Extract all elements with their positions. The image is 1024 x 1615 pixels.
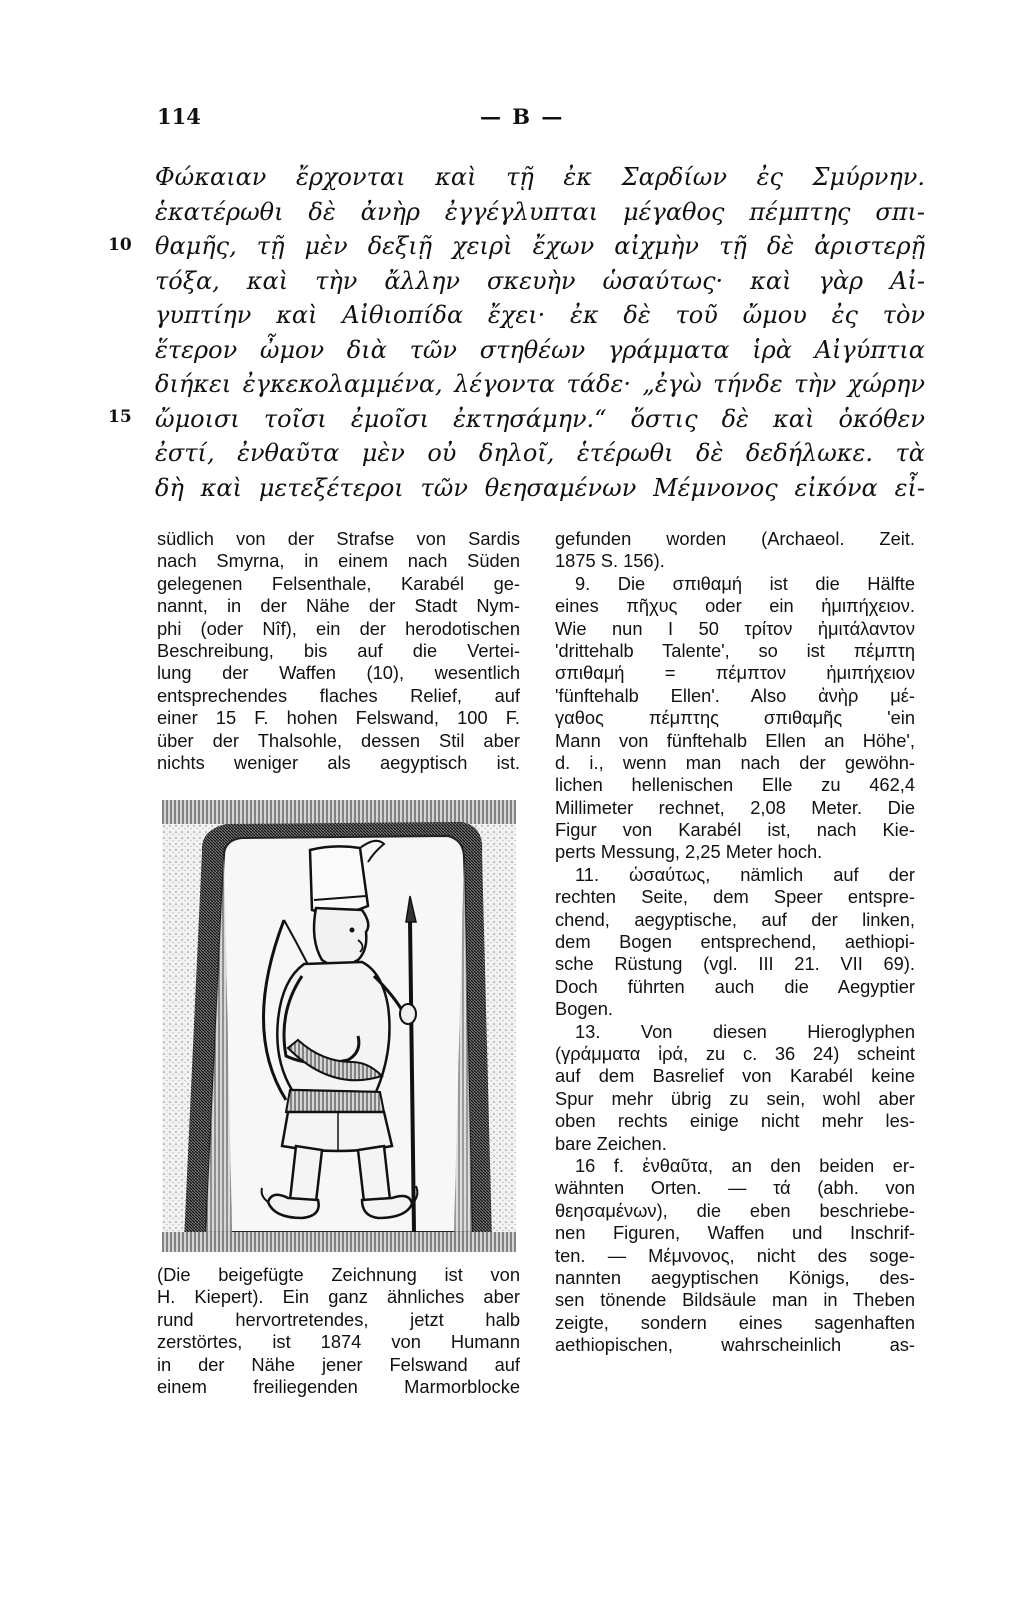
commentary-line: dem Bogen entsprechend, aethiopi- — [555, 931, 915, 953]
greek-line: θαμῆς, τῇ μὲν δεξιῇ χειρὶ ἔχων αἰχμὴν τῇ δὲ ἀριστερῇ — [155, 232, 925, 260]
commentary-line: (γράμματα ἱρά, zu c. 36 24) scheint — [555, 1042, 915, 1064]
commentary-line: 'fünftehalb Ellen'. Also ἀνὴρ μέ- — [555, 684, 915, 706]
commentary-line: Mann von fünftehalb Ellen an Höhe', — [555, 729, 915, 751]
note-9: 9. Die σπιθαμή ist die Hälfte — [575, 572, 915, 594]
note-16: 16 f. ἐνθαῦτα, an den beiden er- — [575, 1154, 915, 1176]
commentary-line: aethiopischen, wahrscheinlich as- — [555, 1334, 915, 1356]
commentary-line: einer 15 F. hohen Felswand, 100 F. — [157, 707, 520, 729]
commentary-line: σπιθαμή = πέμπτον ἡμιπήχειον — [555, 662, 915, 684]
commentary-line: phi (oder Nîf), ein der herodotischen — [157, 617, 520, 639]
commentary-line: zeigte, sondern eines sagenhaften — [555, 1311, 915, 1333]
commentary-line: (Die beigefügte Zeichnung ist von — [157, 1264, 520, 1285]
greek-line: Φώκαιαν ἔρχονται καὶ τῇ ἐκ Σαρδίων ἐς Σμύρνην. — [155, 163, 925, 191]
commentary-line: entsprechendes flaches Relief, auf — [157, 684, 520, 706]
greek-line: ἐστί, ἐνθαῦτα μὲν οὐ δηλοῖ, ἑτέρωθι δὲ δεδήλωκε. τὰ — [155, 439, 925, 467]
commentary-right — [555, 528, 915, 1356]
line-number: 15 — [108, 407, 132, 427]
commentary-line: oben rechts einige nicht mehr les- — [555, 1110, 915, 1132]
commentary-line: sche Rüstung (vgl. III 21. VII 69). — [555, 953, 915, 975]
commentary-line: rund hervortretendes, jetzt halb — [157, 1308, 520, 1330]
note-13: 13. Von diesen Hieroglyphen — [575, 1020, 915, 1042]
commentary-line: Bogen. — [555, 998, 613, 1020]
greek-line: γυπτίην καὶ Αἰθιοπίδα ἔχει· ἐκ δὲ τοῦ ὤμου ἐς τὸν — [155, 301, 925, 329]
commentary-line: 'drittehalb Talente', so ist πέμπτη — [555, 639, 915, 661]
commentary-line: nannten aegyptischen Königs, des- — [555, 1266, 915, 1288]
commentary-line: θεησαμένων), die eben beschriebe- — [555, 1199, 915, 1221]
commentary-line: Doch führten auch die Aegyptier — [555, 975, 915, 997]
line-number: 10 — [108, 235, 132, 255]
commentary-line: nach Smyrna, in einem nach Süden — [157, 550, 520, 572]
commentary-line: gelegenen Felsenthale, Karabél ge- — [157, 572, 520, 594]
greek-line: ἑκατέρωθι δὲ ἀνὴρ ἐγγέγλυπται μέγαθος πέμπτης σπι- — [155, 197, 925, 226]
commentary-line: südlich von der Strafse von Sardis — [157, 528, 520, 549]
commentary-line: chend, aegyptische, auf der linken, — [555, 908, 915, 930]
commentary-line: nichts weniger als aegyptisch ist. — [157, 751, 520, 773]
rock-relief-warrior-illustration — [162, 800, 516, 1252]
commentary-line: eines πῆχυς oder ein ἡμιπήχειον. — [555, 595, 915, 617]
commentary-line: sen tönende Bildsäule man in Theben — [555, 1289, 915, 1311]
commentary-line: über der Thalsohle, dessen Stil aber — [157, 729, 520, 751]
commentary-line: bare Zeichen. — [555, 1132, 667, 1154]
greek-line: τόξα, καὶ τὴν ἄλλην σκευὴν ὡσαύτως· καὶ γὰρ Αἰ- — [155, 266, 925, 295]
greek-line: ἕτερον ὦμον διὰ τῶν στηθέων γράμματα ἱρὰ Αἰγύπτια — [155, 335, 925, 364]
commentary-line: Beschreibung, bis auf die Vertei- — [157, 639, 520, 661]
commentary-line: 1875 S. 156). — [555, 550, 665, 572]
page-number: 114 — [157, 104, 201, 129]
commentary-line: perts Messung, 2,25 Meter hoch. — [555, 841, 823, 863]
commentary-left-bottom — [157, 1264, 520, 1398]
commentary-line: Figur von Karabél ist, nach Kie- — [555, 819, 915, 841]
commentary-line: Spur mehr übrig zu sein, wohl aber — [555, 1087, 915, 1109]
commentary-line: auf dem Basrelief von Karabél keine — [555, 1065, 915, 1087]
commentary-line: rechten Seite, dem Speer entspre- — [555, 886, 915, 908]
commentary-line: Wie nun I 50 τρίτον ἡμιτάλαντον — [555, 617, 915, 639]
commentary-line: nen Figuren, Waffen und Inschrif- — [555, 1222, 915, 1244]
commentary-line: Millimeter rechnet, 2,08 Meter. Die — [555, 796, 915, 818]
commentary-left-top — [157, 528, 520, 774]
commentary-line: d. i., wenn man nach der gewöhn- — [555, 751, 915, 773]
commentary-line: ten. — Μέμνονος, nicht des soge- — [555, 1244, 915, 1266]
note-11: 11. ὡσαύτως, nämlich auf der — [575, 863, 915, 885]
commentary-line: nannt, in der Nähe der Stadt Nym- — [157, 595, 520, 617]
commentary-line: lichen hellenischen Elle zu 462,4 — [555, 774, 915, 796]
commentary-line: wähnten Orten. — τά (abh. von — [555, 1177, 915, 1199]
commentary-line: zerstörtes, ist 1874 von Humann — [157, 1331, 520, 1353]
running-head: — B — — [480, 104, 565, 129]
greek-line: διήκει ἐγκεκολαμμένα, λέγοντα τάδε· „ἐγὼ τήνδε τὴν χώρην — [155, 370, 925, 398]
greek-line: δὴ καὶ μετεξέτεροι τῶν θεησαμένων Μέμνονος εἰκόνα εἶ- — [155, 473, 925, 502]
commentary-line: gefunden worden (Archaeol. Zeit. — [555, 528, 915, 549]
commentary-line: H. Kiepert). Ein ganz ähnliches aber — [157, 1286, 520, 1308]
commentary-line: einem freiliegenden Marmorblocke — [157, 1375, 520, 1397]
greek-line: ὤμοισι τοῖσι ἐμοῖσι ἐκτησάμην.“ ὅστις δὲ καὶ ὁκόθεν — [155, 404, 925, 433]
greek-text-block — [155, 160, 925, 505]
commentary-line: lung der Waffen (10), wesentlich — [157, 662, 520, 684]
commentary-line: γαθος πέμπτης σπιθαμῆς 'ein — [555, 707, 915, 729]
commentary-line: in der Nähe jener Felswand auf — [157, 1353, 520, 1375]
